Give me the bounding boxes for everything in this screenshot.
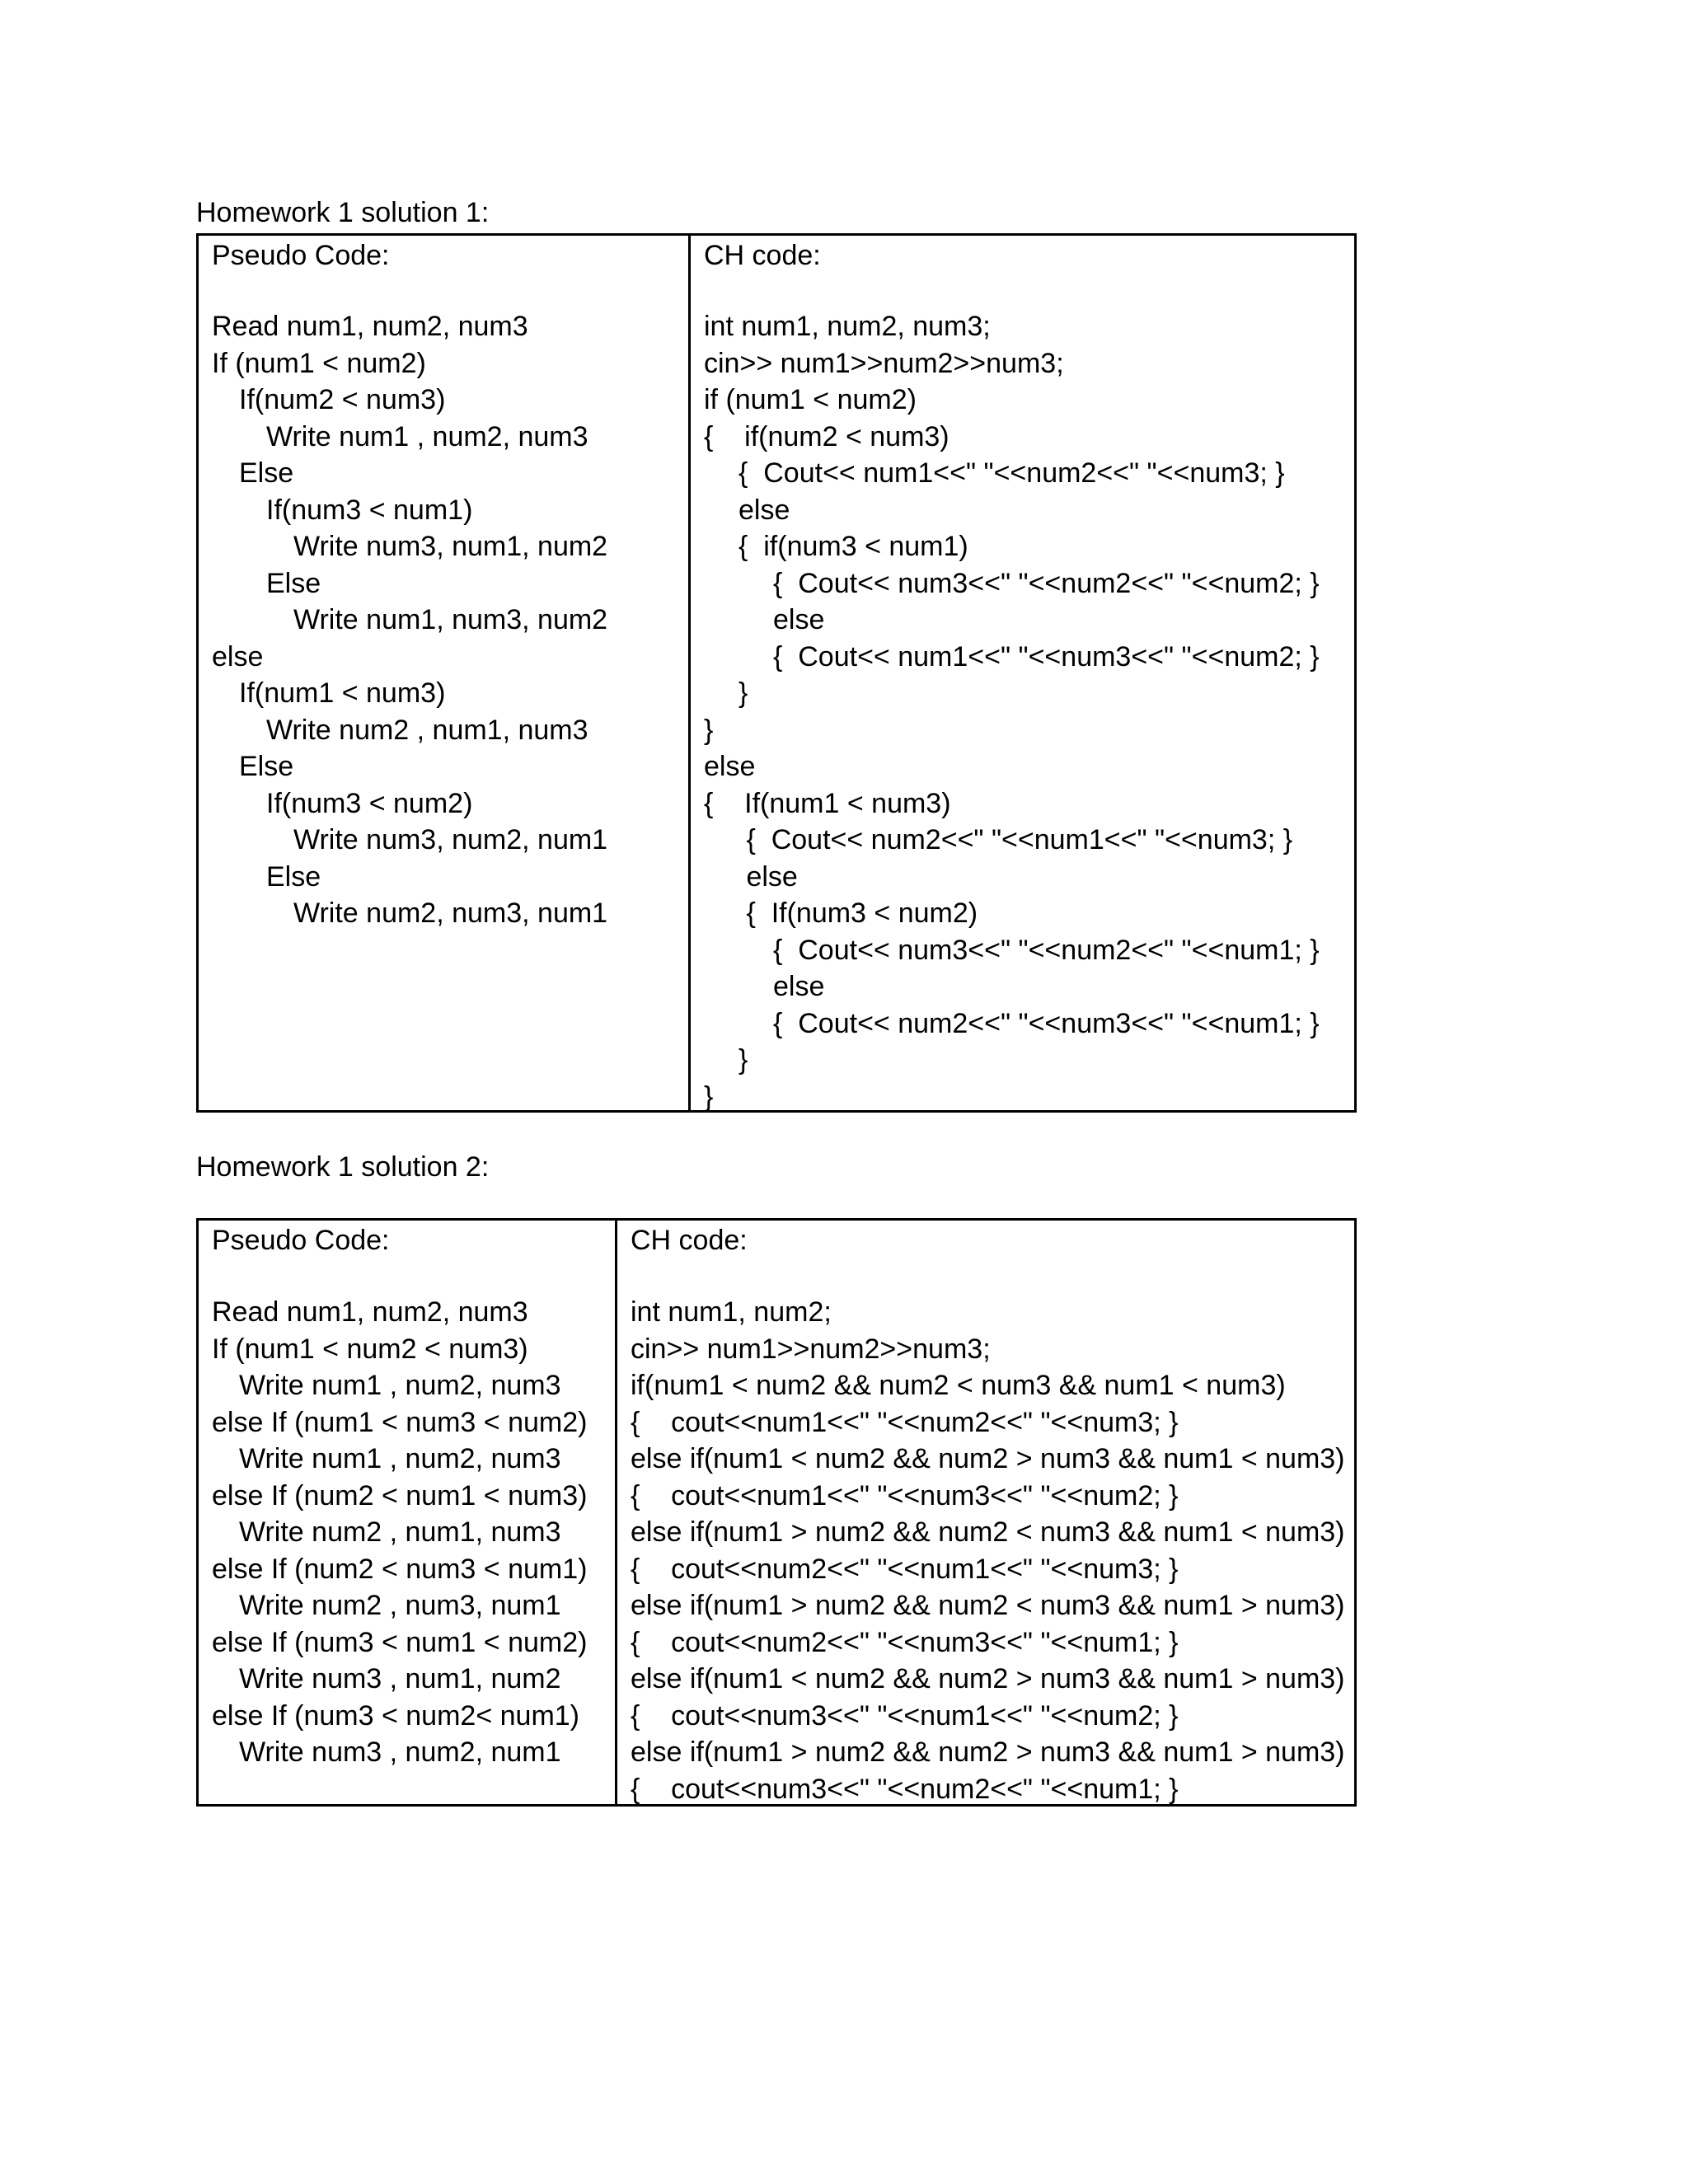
pseudo-code-line: Write num1 , num2, num3 bbox=[239, 1370, 561, 1401]
ch-code-line: { If(num1 < num3) bbox=[704, 787, 951, 819]
ch-code-column bbox=[617, 1221, 1354, 1804]
pseudo-code-line: Write num2 , num1, num3 bbox=[266, 714, 588, 746]
ch-code-line: else bbox=[773, 971, 825, 1002]
ch-code-line: { Cout<< num3<<" "<<num2<<" "<<num1; } bbox=[773, 934, 1320, 966]
ch-code-line: { cout<<num3<<" "<<num2<<" "<<num1; } bbox=[631, 1773, 1179, 1805]
ch-code-line: int num1, num2, num3; bbox=[704, 311, 991, 342]
pseudo-code-line: Read num1, num2, num3 bbox=[212, 311, 528, 342]
pseudo-code-line: If(num3 < num1) bbox=[266, 494, 473, 526]
ch-code-line: else if(num1 > num2 && num2 > num3 && num1 > num3) bbox=[631, 1736, 1345, 1768]
pseudo-code-column bbox=[199, 1221, 617, 1804]
ch-code-line: { cout<<num2<<" "<<num1<<" "<<num3; } bbox=[631, 1553, 1179, 1585]
ch-code-line: { cout<<num3<<" "<<num1<<" "<<num2; } bbox=[631, 1699, 1179, 1732]
pseudo-code-line: Write num2 , num1, num3 bbox=[239, 1516, 561, 1548]
pseudo-code-line: Else bbox=[266, 860, 321, 893]
pseudo-code-line: else If (num2 < num1 < num3) bbox=[212, 1479, 588, 1511]
ch-code-header: CH code: bbox=[704, 240, 821, 271]
pseudo-code-column bbox=[199, 236, 691, 1110]
ch-code-line: if (num1 < num2) bbox=[704, 384, 917, 415]
solution-1-table bbox=[196, 233, 1357, 1113]
pseudo-code-line: Write num3 , num1, num2 bbox=[239, 1663, 561, 1694]
ch-code-line: { if(num3 < num1) bbox=[738, 531, 968, 562]
pseudo-code-line: If(num2 < num3) bbox=[239, 384, 446, 415]
pseudo-code-header: Pseudo Code: bbox=[212, 1225, 390, 1256]
pseudo-code-line: else If (num3 < num2< num1) bbox=[212, 1699, 580, 1732]
ch-code-line: cin>> num1>>num2>>num3; bbox=[631, 1333, 991, 1365]
pseudo-code-line: Write num3, num1, num2 bbox=[293, 531, 608, 562]
pseudo-code-line: If (num1 < num2 < num3) bbox=[212, 1333, 528, 1365]
ch-code-line: { Cout<< num2<<" "<<num3<<" "<<num1; } bbox=[773, 1007, 1320, 1039]
pseudo-code-line: Write num3 , num2, num1 bbox=[239, 1736, 561, 1768]
ch-code-line: else if(num1 < num2 && num2 > num3 && num1 < num3) bbox=[631, 1443, 1345, 1474]
pseudo-code-line: Write num2, num3, num1 bbox=[293, 898, 608, 929]
pseudo-code-line: else bbox=[212, 640, 264, 673]
pseudo-code-line: Write num1 , num2, num3 bbox=[266, 420, 588, 452]
ch-code-line: { Cout<< num1<<" "<<num2<<" "<<num3; } bbox=[738, 457, 1285, 489]
ch-code-line: else bbox=[773, 604, 825, 635]
ch-code-line: if(num1 < num2 && num2 < num3 && num1 < num3) bbox=[631, 1370, 1286, 1401]
ch-code-line: } bbox=[738, 677, 748, 709]
ch-code-line: { cout<<num2<<" "<<num3<<" "<<num1; } bbox=[631, 1626, 1179, 1658]
ch-code-line: cin>> num1>>num2>>num3; bbox=[704, 347, 1064, 379]
pseudo-code-line: If(num3 < num2) bbox=[266, 787, 473, 819]
ch-code-line: else if(num1 < num2 && num2 > num3 && num1 > num3) bbox=[631, 1663, 1345, 1694]
ch-code-line: { if(num2 < num3) bbox=[704, 420, 950, 452]
pseudo-code-line: If (num1 < num2) bbox=[212, 347, 426, 379]
ch-code-header: CH code: bbox=[631, 1225, 748, 1256]
ch-code-line: else bbox=[738, 860, 798, 893]
pseudo-code-line: else If (num1 < num3 < num2) bbox=[212, 1406, 588, 1438]
pseudo-code-line: Write num2 , num3, num1 bbox=[239, 1590, 561, 1621]
pseudo-code-line: Else bbox=[266, 567, 321, 599]
pseudo-code-line: Write num3, num2, num1 bbox=[293, 824, 608, 855]
ch-code-line: { Cout<< num1<<" "<<num3<<" "<<num2; } bbox=[773, 640, 1320, 673]
pseudo-code-line: Else bbox=[239, 457, 294, 489]
pseudo-code-line: Read num1, num2, num3 bbox=[212, 1296, 528, 1328]
ch-code-line: } bbox=[704, 1080, 714, 1113]
ch-code-line: else bbox=[704, 751, 756, 782]
ch-code-line: { cout<<num1<<" "<<num3<<" "<<num2; } bbox=[631, 1479, 1179, 1511]
ch-code-line: } bbox=[738, 1044, 748, 1076]
ch-code-line: int num1, num2; bbox=[631, 1296, 832, 1328]
pseudo-code-header: Pseudo Code: bbox=[212, 240, 390, 271]
pseudo-code-line: Else bbox=[239, 751, 294, 782]
pseudo-code-line: else If (num3 < num1 < num2) bbox=[212, 1626, 588, 1658]
ch-code-line: else if(num1 > num2 && num2 < num3 && num1 < num3) bbox=[631, 1516, 1345, 1548]
ch-code-line: { If(num3 < num2) bbox=[738, 898, 978, 929]
ch-code-line: { cout<<num1<<" "<<num2<<" "<<num3; } bbox=[631, 1406, 1179, 1438]
ch-code-line: else if(num1 > num2 && num2 < num3 && num1 > num3) bbox=[631, 1590, 1345, 1621]
ch-code-line: { Cout<< num3<<" "<<num2<<" "<<num2; } bbox=[773, 567, 1320, 599]
pseudo-code-line: Write num1, num3, num2 bbox=[293, 604, 608, 635]
pseudo-code-line: If(num1 < num3) bbox=[239, 677, 446, 709]
ch-code-line: } bbox=[704, 714, 714, 746]
ch-code-line: { Cout<< num2<<" "<<num1<<" "<<num3; } bbox=[738, 824, 1293, 855]
section-1-heading: Homework 1 solution 1: bbox=[196, 197, 490, 228]
pseudo-code-line: Write num1 , num2, num3 bbox=[239, 1443, 561, 1474]
solution-2-table bbox=[196, 1218, 1357, 1807]
ch-code-column bbox=[691, 236, 1354, 1113]
pseudo-code-line: else If (num2 < num3 < num1) bbox=[212, 1553, 588, 1585]
section-2-heading: Homework 1 solution 2: bbox=[196, 1151, 490, 1183]
ch-code-line: else bbox=[738, 494, 790, 526]
